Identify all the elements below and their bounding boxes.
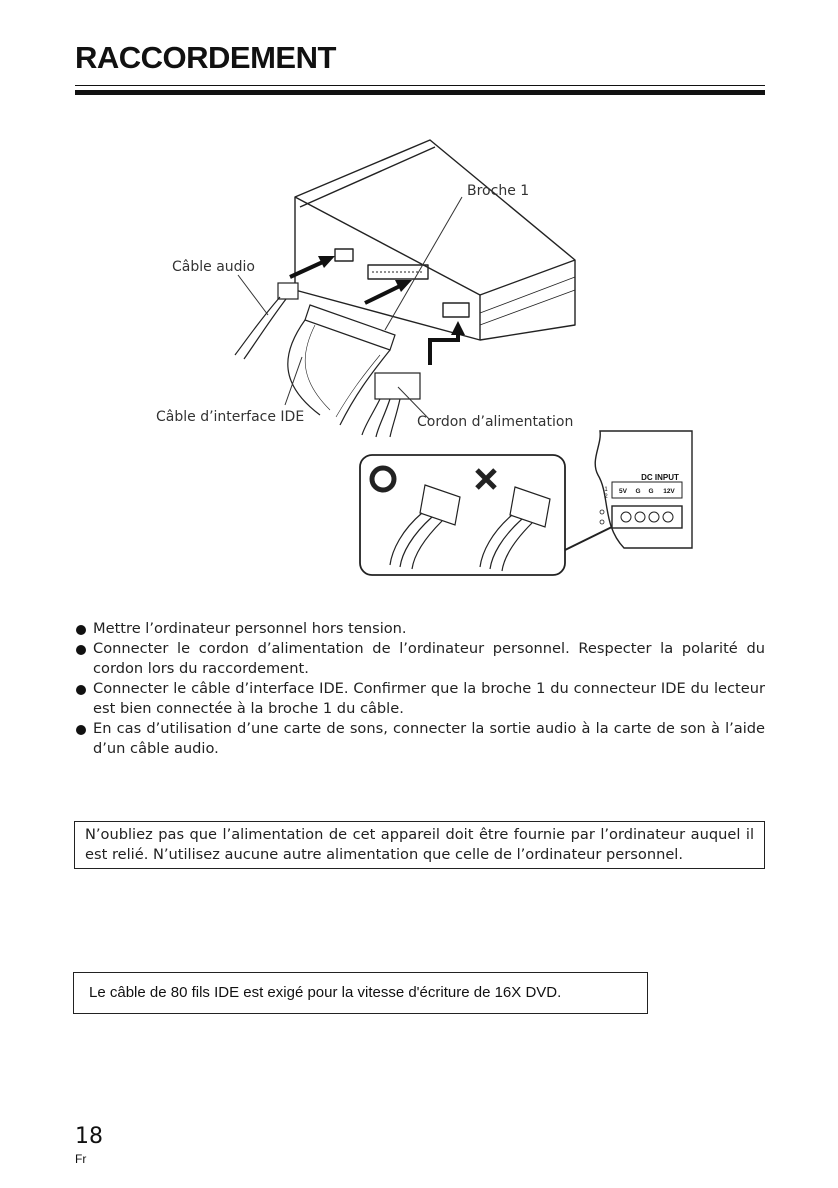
audio-wire-1 <box>235 297 280 355</box>
audio-plug <box>278 283 298 299</box>
cable-note-text: Le câble de 80 fils IDE est exigé pour la vitesse d'écriture de 16X DVD. <box>89 984 562 1001</box>
pin-label: G <box>635 488 641 495</box>
power-note-box <box>74 821 765 869</box>
instruction-text: Connecter le câble d’interface IDE. Confirmer que la broche 1 du connecteur IDE du lecteur est bien connectée à la broche 1 du câble. <box>93 680 765 717</box>
ide-ribbon-3 <box>305 325 330 410</box>
title-rule-thin <box>75 85 765 86</box>
cable-note-box <box>73 972 648 1014</box>
list-item <box>75 619 765 639</box>
bullet-icon <box>76 625 86 635</box>
panel-dot <box>600 520 604 524</box>
panel-outline <box>595 431 692 548</box>
audio-cable-label: Câble audio <box>172 259 255 275</box>
list-item <box>75 679 765 719</box>
orientation-inset <box>360 455 620 575</box>
instruction-text: Mettre l’ordinateur personnel hors tension. <box>93 620 407 637</box>
language-code: Fr <box>75 1152 87 1166</box>
connection-illustration <box>140 125 700 585</box>
dc-input-panel <box>595 431 692 548</box>
page-number: 18 <box>75 1124 103 1149</box>
instruction-text: En cas d’utilisation d’une carte de sons, connecter la sortie audio à la carte de son à l’aide d’un câble audio. <box>93 720 765 757</box>
list-item <box>75 719 765 759</box>
list-item <box>75 639 765 679</box>
drive-connection-diagram <box>140 125 700 585</box>
power-wire-2 <box>376 399 390 437</box>
ide-ribbon-4 <box>336 355 380 417</box>
power-note-text: N’oubliez pas que l’alimentation de cet appareil doit être fournie par l’ordinateur auquel il est relié. N’utilisez aucune autre alimentation que celle de l’ordinateur personnel. <box>85 826 754 863</box>
pin-label: G <box>648 488 654 495</box>
instruction-list <box>75 619 765 759</box>
bullet-icon <box>76 685 86 695</box>
audio-leader <box>238 275 268 315</box>
dc-input-label: DC INPUT <box>641 473 679 482</box>
title-rule-thick <box>75 90 765 95</box>
page-title: RACCORDEMENT <box>75 40 336 75</box>
drive-body <box>295 140 575 340</box>
power-cord-label: Cordon d’alimentation <box>417 414 574 430</box>
panel-dot <box>600 510 604 514</box>
pin1-label: Broche 1 <box>467 183 530 199</box>
bullet-icon <box>76 725 86 735</box>
ide-cable-label: Câble d’interface IDE <box>156 409 305 425</box>
pin-label: 12V <box>663 488 675 495</box>
bullet-icon <box>76 645 86 655</box>
power-wire-3 <box>390 399 400 437</box>
instruction-text: Connecter le cordon d’alimentation de l’ordinateur personnel. Respecter la polarité du cordon lors du raccordement. <box>93 640 765 677</box>
power-arrow-shaft <box>430 332 458 365</box>
audio-wire-2 <box>244 299 286 359</box>
power-wire-1 <box>362 399 380 435</box>
power-plug <box>375 373 420 399</box>
pin-label: 5V <box>619 488 627 495</box>
ide-ribbon-1 <box>288 320 320 415</box>
pin-number: 1 <box>604 487 608 493</box>
pin-number: 2 <box>604 494 608 500</box>
